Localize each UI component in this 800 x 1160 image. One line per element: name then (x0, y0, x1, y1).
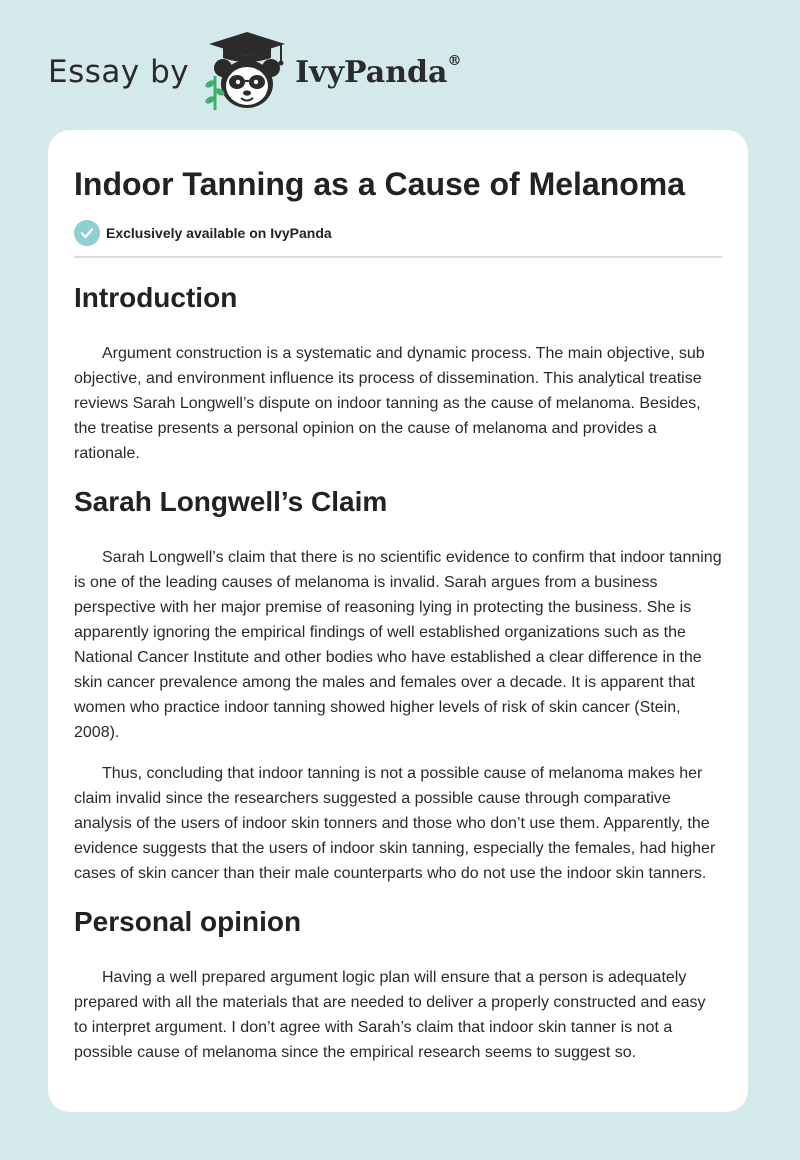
section-heading-opinion: Personal opinion (74, 906, 302, 937)
panda-logo-icon[interactable] (201, 32, 293, 112)
paragraph: Argument construction is a systematic and dynamic process. The main objective, sub objective, and environment influence its process of dissemination. This analytical treatise reviews Sarah Longwell’s dispute on indoor tanning as the cause of melanoma. Besides, the treatise presents a personal opinion on the cause of melanoma and provides a rationale. (74, 345, 705, 462)
essay-by-label: Essay by (48, 54, 190, 90)
paragraph: Having a well prepared argument logic plan will ensure that a person is adequately prepared with all the materials that are needed to deliver a properly constructed and easy to interpret argument. I don’t agree with Sarah’s claim that indoor skin tanner is not a possible cause of melanoma since the empirical research seems to suggest so. (74, 969, 706, 1061)
brand-name[interactable] (295, 52, 462, 90)
brand-name-text: IvyPanda (295, 54, 448, 90)
site-header (48, 32, 461, 112)
title-divider (74, 256, 722, 258)
essay-card (48, 130, 748, 1112)
paragraph: Sarah Longwell’s claim that there is no scientific evidence to confirm that indoor tanning is one of the leading causes of melanoma is invalid. Sarah argues from a business perspective with her major premise of reasoning lying in protecting the business. She is apparently ignoring the empirical findings of well established organizations such as the National Cancer Institute and other bodies who have established a clear difference in the skin cancer prevalence among the males and females over a decade. It is apparent that women who practice indoor tanning showed higher levels of risk of skin cancer (Stein, 2008). (74, 549, 722, 741)
section-heading-introduction: Introduction (74, 282, 238, 313)
registered-mark: ® (447, 52, 462, 69)
section-heading-claim: Sarah Longwell’s Claim (74, 486, 388, 517)
paragraph: Thus, concluding that indoor tanning is not a possible cause of melanoma makes her claim invalid since the researchers suggested a possible cause through comparative analysis of the users of indoor skin tonners and those who don’t use them. Apparently, the evidence suggests that the users of indoor skin tanning, especially the females, had higher cases of skin cancer than their male counterparts who do not use the indoor skin tanners. (74, 765, 716, 882)
page-title: Indoor Tanning as a Cause of Melanoma (74, 166, 686, 202)
check-icon (74, 220, 100, 246)
exclusive-badge (74, 220, 722, 246)
exclusive-text: Exclusively available on IvyPanda (106, 225, 332, 241)
